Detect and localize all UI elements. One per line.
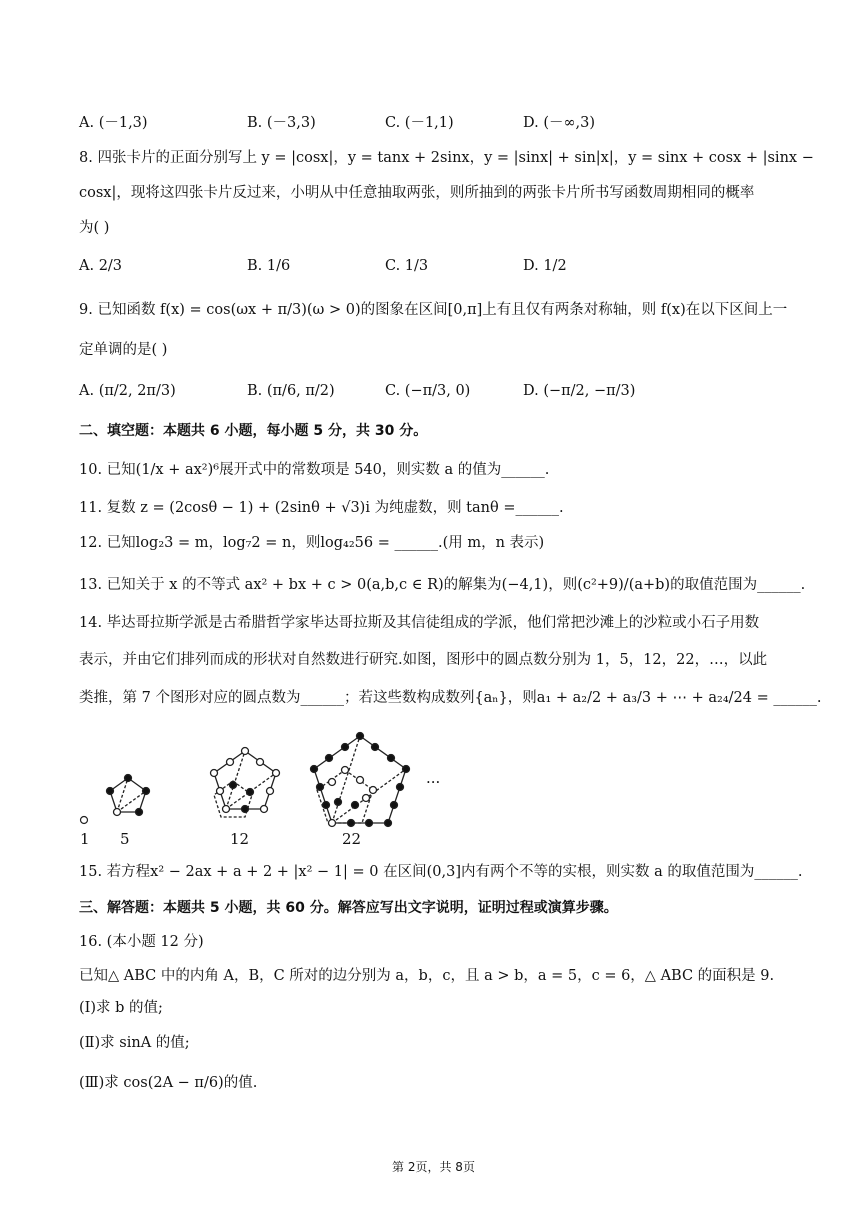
q15: 15. 若方程x² − 2ax + a + 2 + |x² − 1| = 0 在区间(0,3]内有两个不等的实根，则实数 a 的取值范围为______. <box>79 864 803 880</box>
page-footer: 第 2页，共 8页 <box>392 1160 475 1174</box>
q14-line1: 14. 毕达哥拉斯学派是古希腊哲学家毕达哥拉斯及其信徒组成的学派，他们常把沙滩上的沙粒或小石子用数 <box>79 615 760 631</box>
figure-22 <box>311 733 410 827</box>
section-heading-fill-in: 二、填空题：本题共 6 小题，每小题 5 分，共 30 分。 <box>79 423 428 439</box>
figure-label-22: 22 <box>342 830 362 848</box>
figure-5 <box>107 775 150 816</box>
q13: 13. 已知关于 x 的不等式 ax² + bx + c > 0(a,b,c ∈ R)的解集为(−4,1)，则(c²+9)/(a+b)的取值范围为______. <box>79 577 806 593</box>
q9-option-c: C. (−π/3, 0) <box>385 383 471 399</box>
q8-option-b: B. 1/6 <box>247 258 291 274</box>
q8-option-c: C. 1/3 <box>385 258 429 274</box>
q16-part1: (Ⅰ)求 b 的值; <box>79 1000 163 1016</box>
figure-label-1: 1 <box>80 830 90 848</box>
q8-line1: 8. 四张卡片的正面分别写上 y = |cosx|，y = tanx + 2sinx，y = |sinx| + sin|x|，y = sinx + cosx + |sinx − <box>79 150 814 166</box>
q7-option-b: B. (－3,3) <box>247 115 316 131</box>
q12: 12. 已知log₂3 = m，log₇2 = n，则log₄₂56 = ______.(用 m，n 表示) <box>79 535 545 551</box>
q16-part3: (Ⅲ)求 cos(2A − π/6)的值. <box>79 1075 258 1091</box>
figure-label-12: 12 <box>230 830 250 848</box>
q14-line2: 表示，并由它们排列而成的形状对自然数进行研究.如图，图形中的圆点数分别为 1，5，12，22，…，以此 <box>79 652 768 668</box>
q9-option-b: B. (π/6, π/2) <box>247 383 335 399</box>
q7-option-a: A. (－1,3) <box>79 115 148 131</box>
q10: 10. 已知(1/x + ax²)⁶展开式中的常数项是 540，则实数 a 的值为______. <box>79 462 550 478</box>
q7-option-d: D. (－∞,3) <box>523 115 596 131</box>
q16-part2: (Ⅱ)求 sinA 的值; <box>79 1035 190 1051</box>
pentagonal-numbers-figure <box>70 730 460 850</box>
figure-12 <box>211 748 280 818</box>
q8-option-a: A. 2/3 <box>79 258 123 274</box>
q16-title: 16. (本小题 12 分) <box>79 934 204 950</box>
q8-option-d: D. 1/2 <box>523 258 567 274</box>
q9-options <box>79 380 799 402</box>
q9-option-d: D. (−π/2, −π/3) <box>523 383 636 399</box>
figure-ellipsis: ··· <box>426 773 441 791</box>
q8-line3: 为( ) <box>79 220 110 236</box>
q11: 11. 复数 z = (2cosθ − 1) + (2sinθ + √3)i 为纯虚数，则 tanθ =______. <box>79 500 564 516</box>
figure-label-5: 5 <box>120 830 130 848</box>
q14-line3: 类推，第 7 个图形对应的圆点数为______；若这些数构成数列{aₙ}，则a₁ + a₂/2 + a₃/3 + ⋯ + a₂₄/24 = ______. <box>79 690 822 706</box>
figure-1 <box>81 817 88 824</box>
q16-stem: 已知△ ABC 中的内角 A，B，C 所对的边分别为 a，b，c，且 a > b，a = 5，c = 6，△ ABC 的面积是 9. <box>79 968 775 984</box>
section-heading-solutions: 三、解答题：本题共 5 小题，共 60 分。解答应写出文字说明，证明过程或演算步骤。 <box>79 900 618 916</box>
q7-option-c: C. (－1,1) <box>385 115 454 131</box>
q9-line2: 定单调的是( ) <box>79 342 168 358</box>
q8-options <box>79 255 799 277</box>
q8-line2: cosx|，现将这四张卡片反过来，小明从中任意抽取两张，则所抽到的两张卡片所书写函数周期相同的概率 <box>79 185 755 201</box>
q7-options <box>79 112 799 134</box>
q9-option-a: A. (π/2, 2π/3) <box>79 383 176 399</box>
q9-line1: 9. 已知函数 f(x) = cos(ωx + π/3)(ω > 0)的图象在区间[0,π]上有且仅有两条对称轴，则 f(x)在以下区间上一 <box>79 302 788 318</box>
